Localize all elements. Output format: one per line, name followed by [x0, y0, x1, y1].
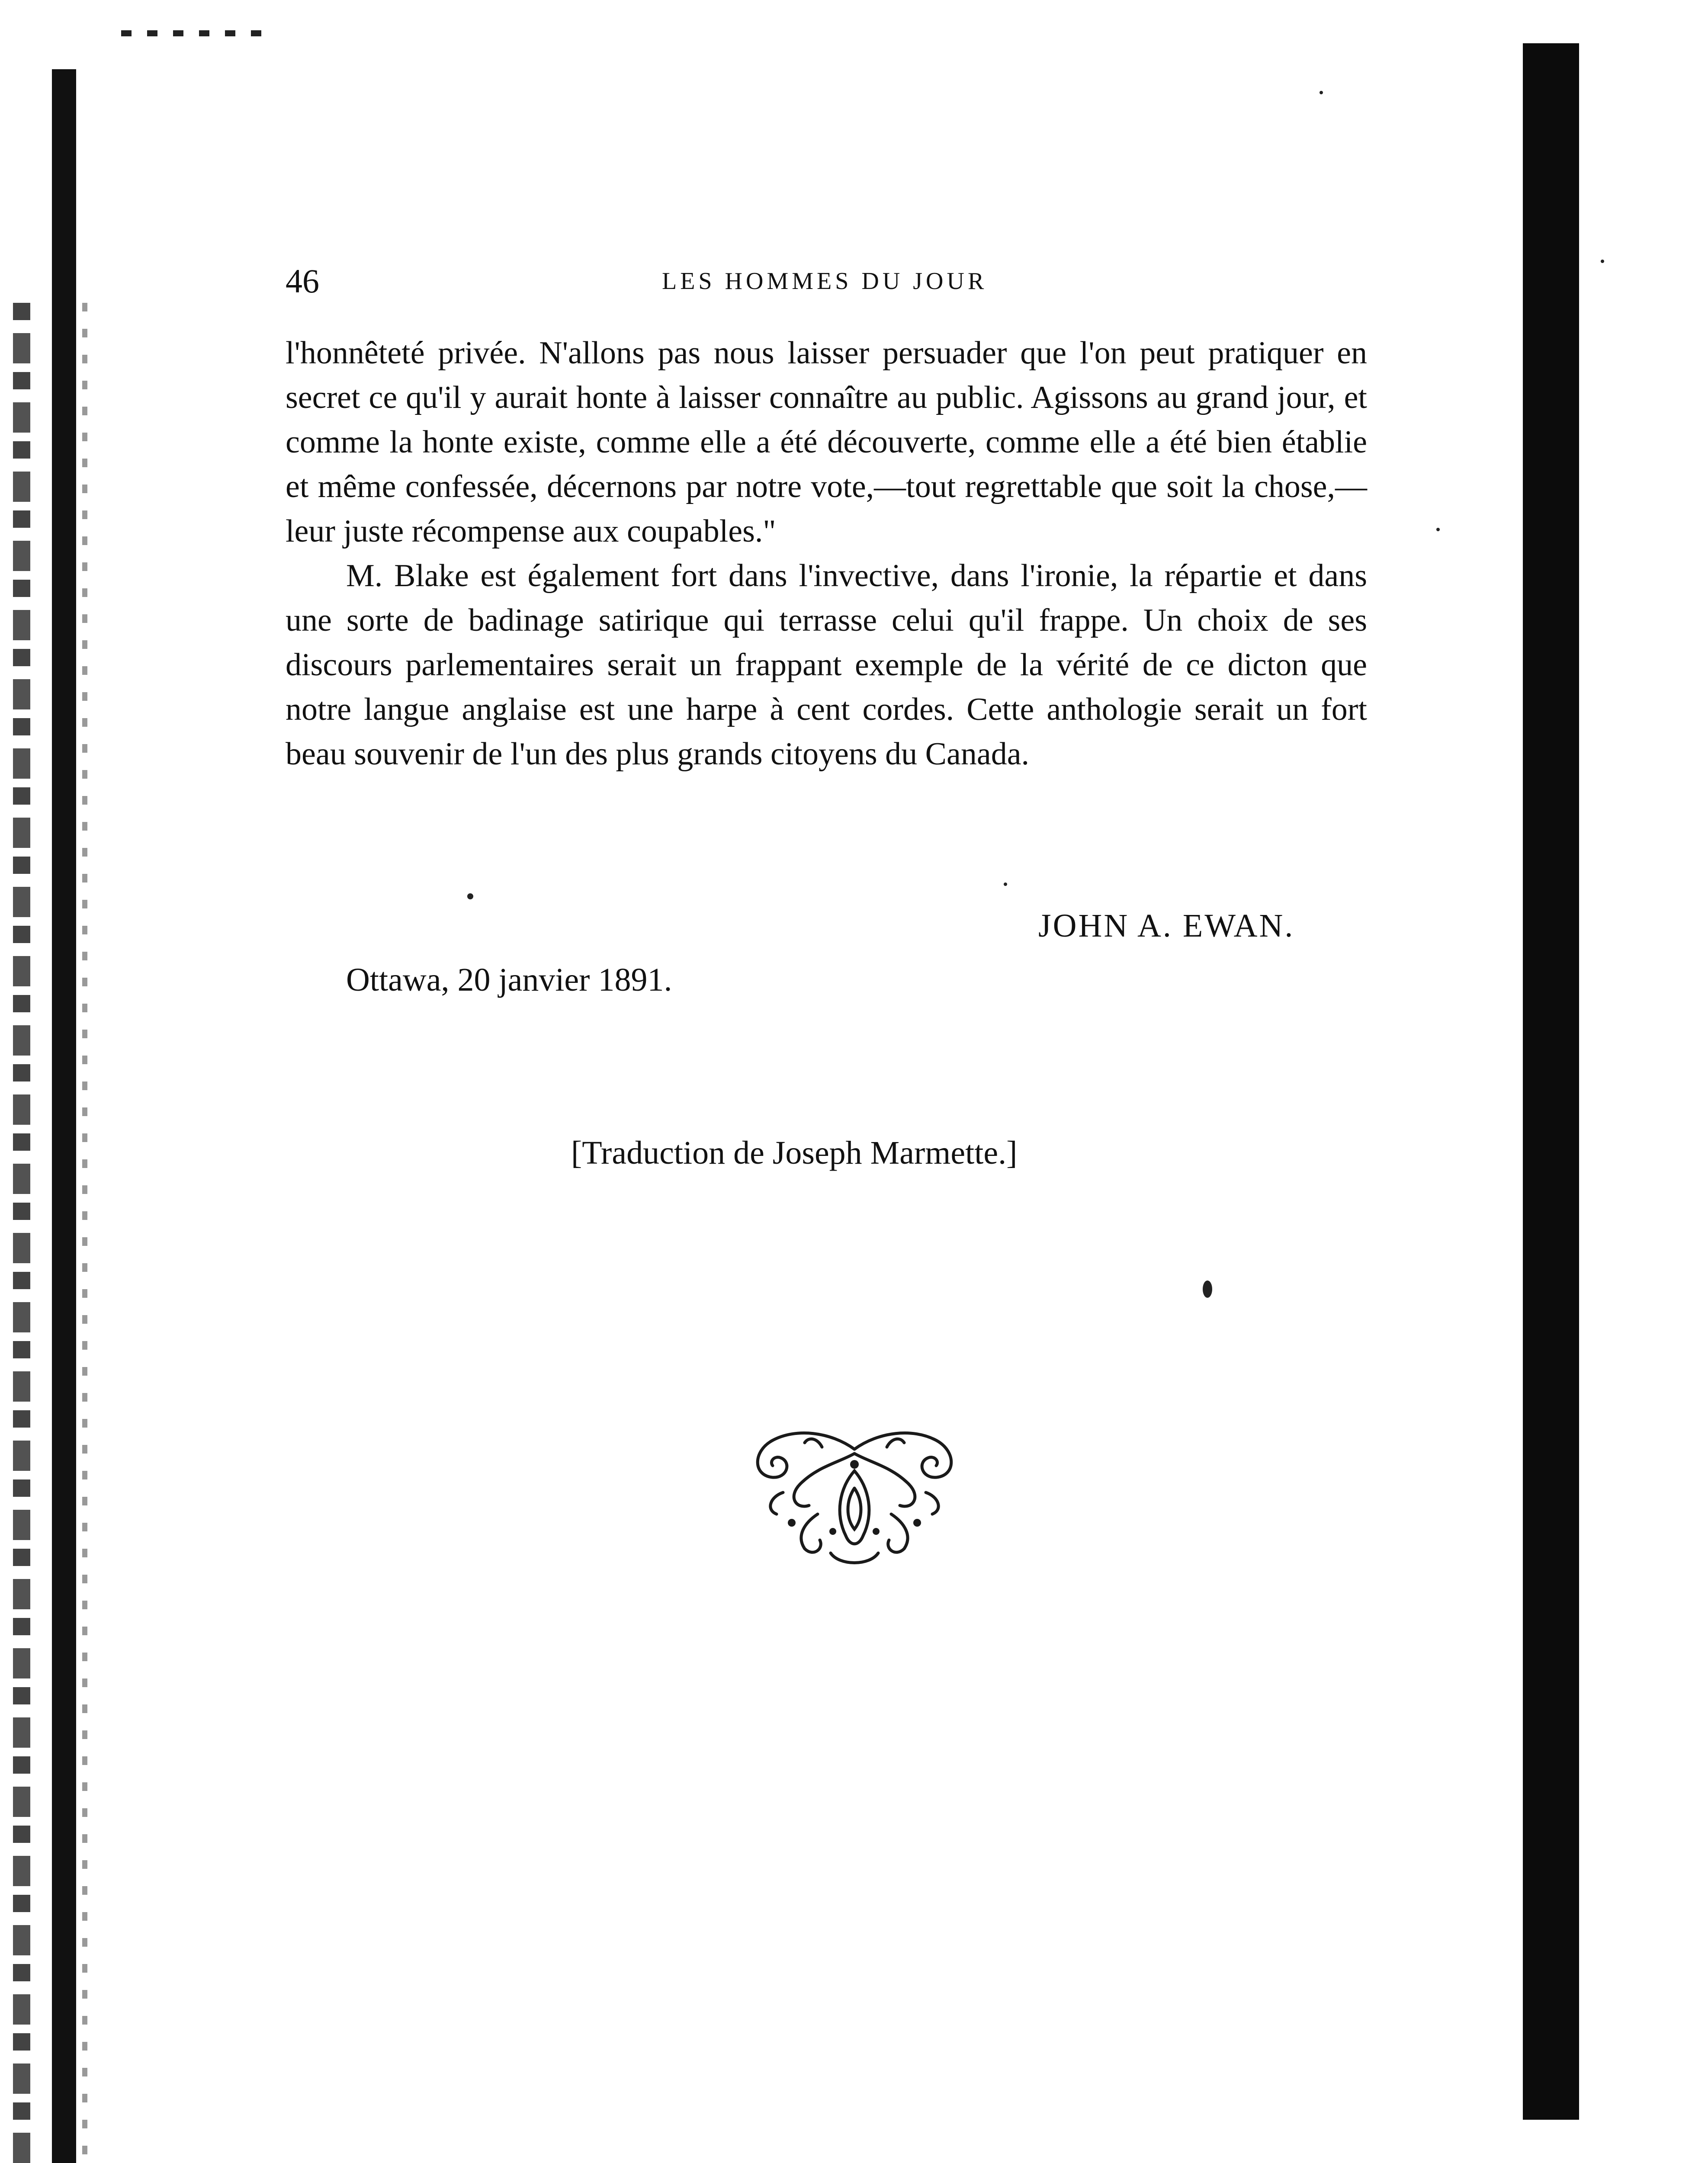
place-date: Ottawa, 20 janvier 1891. [346, 962, 672, 998]
translation-note: [Traduction de Joseph Marmette.] [571, 1135, 1018, 1171]
paragraph: M. Blake est également fort dans l'invective, dans l'ironie, la répartie et dans une sorte de badinage satirique qui terrasse celui qu'il frappe. Un choix de ses discours parlementaires serait un frappant exemple de la vérité de ce dicton que notre langue anglaise est une harpe à cent cordes. Cette anthologie serait un fort beau souvenir de l'un des plus grands citoyens du Canada. [286, 558, 1367, 772]
scan-edge-left-outer [13, 303, 30, 2163]
scan-top-marks [121, 30, 277, 36]
page-number: 46 [286, 262, 319, 300]
scan-speck [1436, 528, 1440, 531]
scan-speck [1203, 1280, 1212, 1298]
body-text [286, 331, 1367, 777]
scan-speck [467, 893, 473, 899]
floral-scroll-ornament-icon [731, 1423, 978, 1570]
page-header [286, 260, 1367, 303]
running-title: LES HOMMES DU JOUR [662, 268, 988, 295]
paragraph: l'honnêteté privée. N'allons pas nous laisser persuader que l'on peut pratiquer en secret ce qu'il y aurait honte à laisser connaître au public. Agissons au grand jour, et comme la honte existe, comme elle a été découverte, comme elle a été bien établie et même confessée, décernons par notre vote,—tout regrettable que soit la chose,—leur juste récompense aux coupables." [286, 335, 1367, 549]
scan-speck [1601, 260, 1604, 263]
scan-edge-right [1523, 43, 1579, 2120]
scan-speck [1320, 91, 1323, 94]
author-signature: JOHN A. EWAN. [1038, 908, 1295, 944]
scan-edge-left [52, 69, 76, 2163]
scan-edge-left-inner [82, 303, 87, 2163]
scan-speck [1004, 883, 1007, 886]
